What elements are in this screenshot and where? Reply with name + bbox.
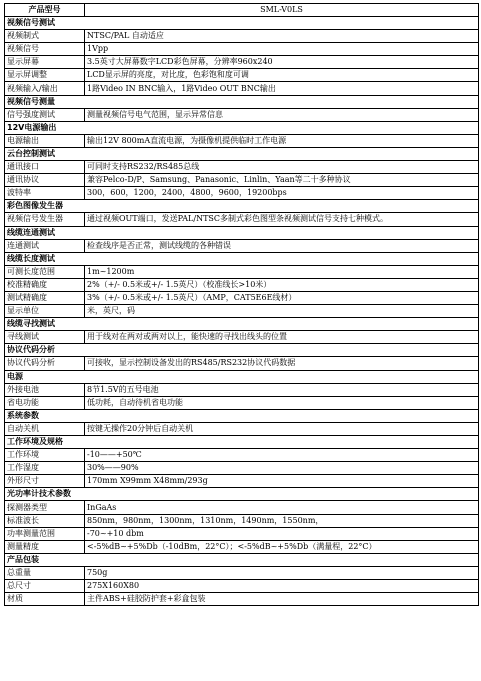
- section-header: [5, 344, 479, 357]
- spec-label: 视频输入/输出: [5, 82, 85, 95]
- section-title: 工作环境及规格: [5, 436, 479, 449]
- spec-value: 低功耗，自动待机省电功能: [85, 396, 479, 409]
- spec-value: 8节1.5V的五号电池: [85, 383, 479, 396]
- section-header: [5, 226, 479, 239]
- spec-label: 外接电池: [5, 383, 85, 396]
- spec-label: 协议代码分析: [5, 357, 85, 370]
- spec-row: [5, 383, 479, 396]
- section-header: [5, 409, 479, 422]
- spec-label: 材质: [5, 593, 85, 606]
- section-title: 线缆寻找测试: [5, 318, 479, 331]
- spec-label: 通讯接口: [5, 161, 85, 174]
- section-title: 系统参数: [5, 409, 479, 422]
- model-number: SML-V0LS: [85, 4, 479, 17]
- section-title: 云台控制测试: [5, 147, 479, 160]
- spec-value: LCD显示屏的亮度，对比度，色彩饱和度可调: [85, 69, 479, 82]
- spec-value: <-5%dB~+5%Db（-10dBm，22°C）；<-5%dB~+5%Db（满量程，22°C）: [85, 540, 479, 553]
- section-header: [5, 436, 479, 449]
- spec-label: 外形尺寸: [5, 475, 85, 488]
- spec-row: [5, 475, 479, 488]
- spec-value: 1m~1200m: [85, 265, 479, 278]
- spec-row: [5, 82, 479, 95]
- spec-row: [5, 265, 479, 278]
- spec-row: [5, 566, 479, 579]
- spec-row: [5, 30, 479, 43]
- spec-row: [5, 239, 479, 252]
- spec-row: [5, 449, 479, 462]
- spec-label: 视频信号: [5, 43, 85, 56]
- spec-row: [5, 593, 479, 606]
- spec-row: [5, 174, 479, 187]
- section-header: [5, 95, 479, 108]
- section-title: 12V电源输出: [5, 121, 479, 134]
- spec-label: 电源输出: [5, 134, 85, 147]
- section-header: [5, 147, 479, 160]
- spec-value: 输出12V 800mA直流电源，为摄像机提供临时工作电源: [85, 134, 479, 147]
- spec-label: 视频制式: [5, 30, 85, 43]
- spec-label: 工作环境: [5, 449, 85, 462]
- header-row: [5, 4, 479, 17]
- spec-label: 波特率: [5, 187, 85, 200]
- spec-row: [5, 331, 479, 344]
- spec-value: 3.5英寸大屏幕数字LCD彩色屏幕，分辨率960x240: [85, 56, 479, 69]
- spec-label: 工作湿度: [5, 462, 85, 475]
- section-title: 协议代码分析: [5, 344, 479, 357]
- spec-value: -10——+50℃: [85, 449, 479, 462]
- spec-label: 总重量: [5, 566, 85, 579]
- spec-value: 主件ABS+硅胶防护套+彩盒包装: [85, 593, 479, 606]
- section-title: 线缆连通测试: [5, 226, 479, 239]
- spec-row: [5, 108, 479, 121]
- spec-value: -70~+10 dbm: [85, 527, 479, 540]
- section-title: 电源: [5, 370, 479, 383]
- section-header: [5, 252, 479, 265]
- spec-row: [5, 501, 479, 514]
- spec-value: 检查线序是否正常，测试线缆的各种错误: [85, 239, 479, 252]
- spec-row: [5, 422, 479, 435]
- spec-value: NTSC/PAL 自动适应: [85, 30, 479, 43]
- spec-value: InGaAs: [85, 501, 479, 514]
- spec-row: [5, 540, 479, 553]
- spec-label: 可测长度范围: [5, 265, 85, 278]
- spec-value: 可同时支持RS232/RS485总线: [85, 161, 479, 174]
- section-title: 彩色图像发生器: [5, 200, 479, 213]
- spec-value: 2%（+/- 0.5米或+/- 1.5英尺）（校准线长>10米）: [85, 278, 479, 291]
- spec-row: [5, 396, 479, 409]
- spec-row: [5, 187, 479, 200]
- section-title: 视频信号测试: [5, 17, 479, 30]
- spec-row: [5, 213, 479, 226]
- spec-label: 显示单位: [5, 305, 85, 318]
- spec-label: 寻线测试: [5, 331, 85, 344]
- spec-label: 视频信号发生器: [5, 213, 85, 226]
- section-title: 光功率计技术参数: [5, 488, 479, 501]
- spec-row: [5, 357, 479, 370]
- spec-row: [5, 56, 479, 69]
- spec-table-body: [5, 4, 479, 606]
- spec-value: 30%——90%: [85, 462, 479, 475]
- spec-row: [5, 580, 479, 593]
- spec-row: [5, 278, 479, 291]
- spec-value: 170mm X99mm X48mm/293g: [85, 475, 479, 488]
- spec-label: 显示屏调整: [5, 69, 85, 82]
- spec-label: 校准精确度: [5, 278, 85, 291]
- spec-row: [5, 514, 479, 527]
- spec-label: 功率测量范围: [5, 527, 85, 540]
- section-header: [5, 318, 479, 331]
- spec-row: [5, 43, 479, 56]
- section-title: 线缆长度测试: [5, 252, 479, 265]
- spec-value: 275X160X80: [85, 580, 479, 593]
- spec-value: 兼容Pelco-D/P、Samsung、Panasonic、Linlin、Yaan等二十多种协议: [85, 174, 479, 187]
- spec-label: 信号强度测试: [5, 108, 85, 121]
- spec-table: [4, 3, 479, 606]
- spec-label: 连通测试: [5, 239, 85, 252]
- spec-value: 用于线对在两对或两对以上，能快速的寻找出线头的位置: [85, 331, 479, 344]
- spec-label: 探测器类型: [5, 501, 85, 514]
- spec-row: [5, 291, 479, 304]
- header-label: 产品型号: [5, 4, 85, 17]
- spec-value: 300，600，1200，2400，4800，9600，19200bps: [85, 187, 479, 200]
- spec-label: 测试精确度: [5, 291, 85, 304]
- spec-row: [5, 161, 479, 174]
- spec-value: 3%（+/- 0.5米或+/- 1.5英尺）（AMP，CAT5E6E线材）: [85, 291, 479, 304]
- spec-value: 1路Video IN BNC输入，1路Video OUT BNC输出: [85, 82, 479, 95]
- spec-label: 显示屏幕: [5, 56, 85, 69]
- spec-value: 850nm，980nm，1300nm，1310nm，1490nm，1550nm，: [85, 514, 479, 527]
- spec-label: 通讯协议: [5, 174, 85, 187]
- section-header: [5, 370, 479, 383]
- spec-row: [5, 527, 479, 540]
- spec-value: 1Vpp: [85, 43, 479, 56]
- spec-value: 测量视频信号电气范围，显示异常信息: [85, 108, 479, 121]
- section-header: [5, 121, 479, 134]
- section-header: [5, 488, 479, 501]
- section-title: 视频信号测量: [5, 95, 479, 108]
- spec-row: [5, 69, 479, 82]
- spec-value: 通过视频OUT端口，发送PAL/NTSC多制式彩色图型条视频测试信号支持七种模式。: [85, 213, 479, 226]
- spec-value: 按键无操作20分钟后自动关机: [85, 422, 479, 435]
- spec-row: [5, 305, 479, 318]
- spec-label: 标准波长: [5, 514, 85, 527]
- spec-label: 测量精度: [5, 540, 85, 553]
- spec-label: 总尺寸: [5, 580, 85, 593]
- spec-row: [5, 462, 479, 475]
- spec-value: 可接收，显示控制设备发出的RS485/RS232协议代码数据: [85, 357, 479, 370]
- spec-row: [5, 134, 479, 147]
- spec-label: 省电功能: [5, 396, 85, 409]
- spec-value: 750g: [85, 566, 479, 579]
- section-header: [5, 17, 479, 30]
- section-title: 产品包装: [5, 553, 479, 566]
- section-header: [5, 200, 479, 213]
- section-header: [5, 553, 479, 566]
- spec-value: 米，英尺，码: [85, 305, 479, 318]
- spec-label: 自动关机: [5, 422, 85, 435]
